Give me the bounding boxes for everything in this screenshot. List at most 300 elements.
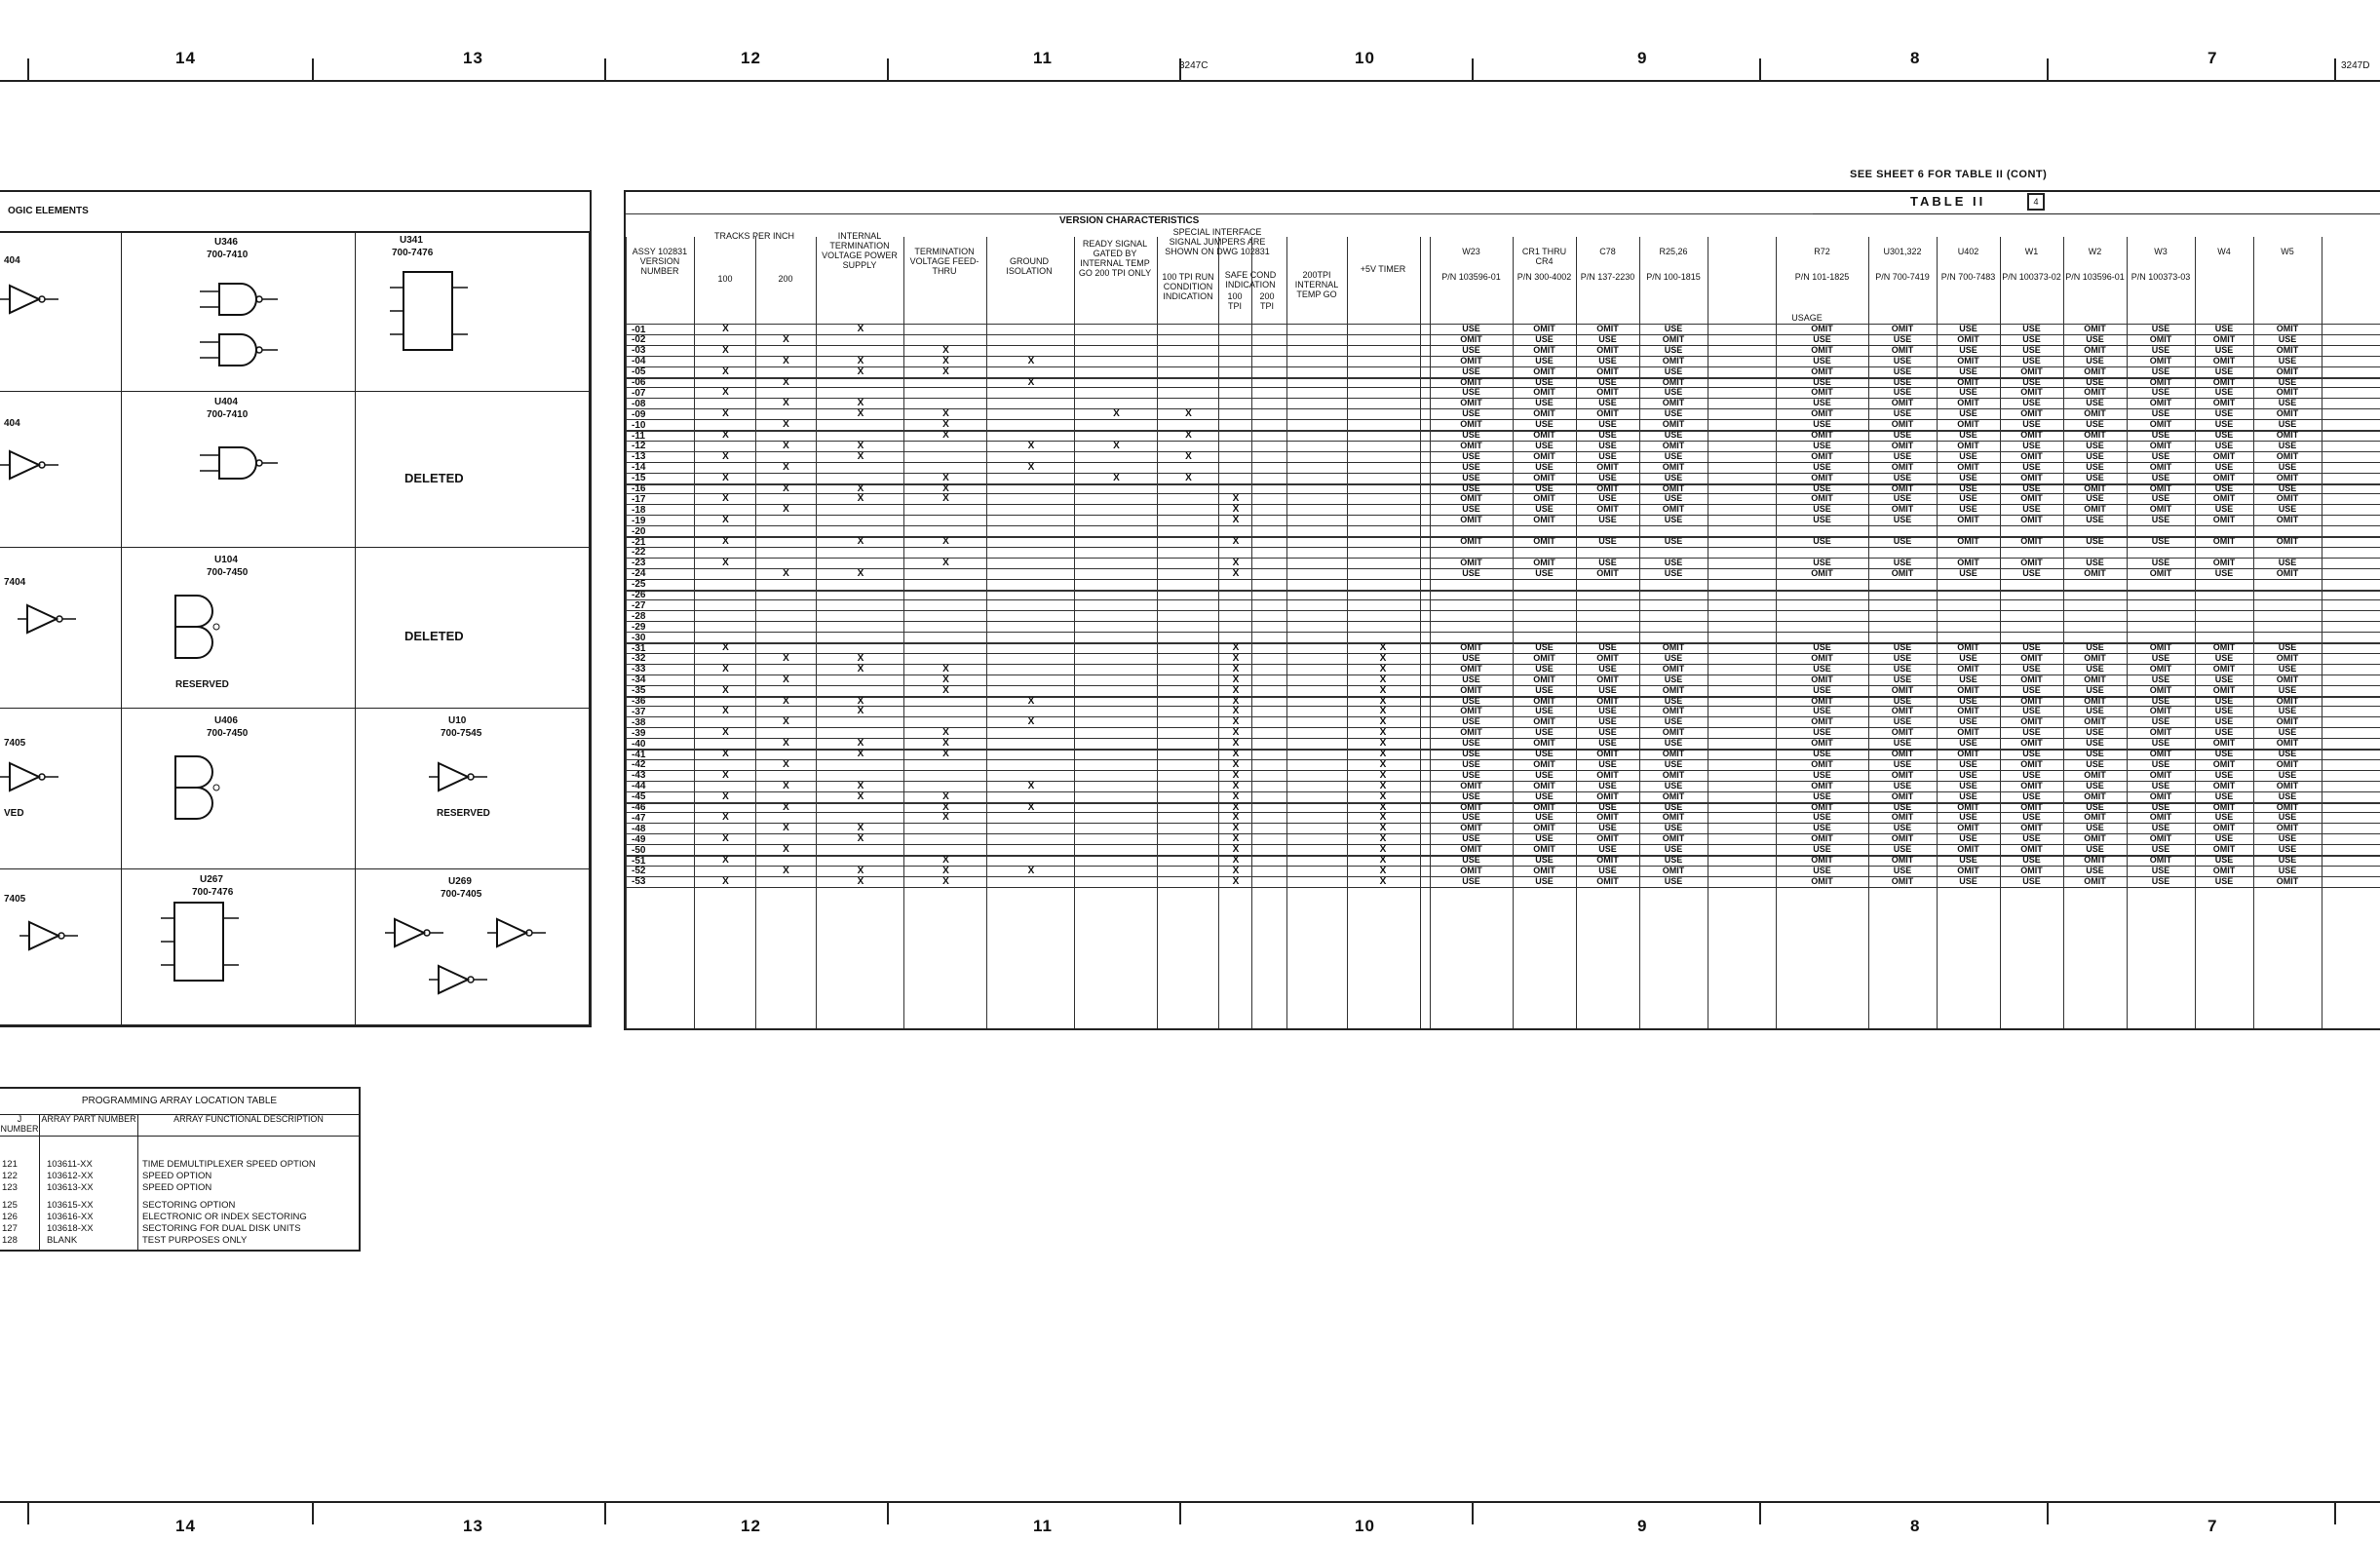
x-mark: X <box>942 674 949 685</box>
row-number: -38 <box>632 716 646 728</box>
x-mark: X <box>942 684 949 696</box>
usage-entry: USE <box>1959 833 1977 844</box>
x-mark: X <box>857 833 864 845</box>
usage-entry: USE <box>1598 515 1617 525</box>
usage-entry: OMIT <box>2212 738 2236 749</box>
usage-entry: OMIT <box>1596 855 1619 865</box>
usage-entry: USE <box>2151 324 2170 333</box>
usage-entry: OMIT <box>1811 387 1833 398</box>
x-mark: X <box>1185 450 1192 462</box>
row-number: -47 <box>632 812 646 824</box>
usage-entry: OMIT <box>1811 366 1833 376</box>
usage-entry: USE <box>1959 430 1977 440</box>
usage-entry: OMIT <box>2084 812 2106 823</box>
usage-entry: OMIT <box>1596 344 1619 355</box>
usage-entry: USE <box>2086 493 2104 504</box>
header-t100: 100 <box>717 274 733 284</box>
usage-entry: USE <box>2151 674 2170 684</box>
usage-entry: USE <box>1893 493 1912 504</box>
usage-entry: OMIT <box>1957 515 1979 525</box>
row-number: -51 <box>632 855 646 867</box>
header-s200: 200 TPI <box>1259 291 1275 311</box>
usage-entry: OMIT <box>2149 482 2172 493</box>
usage-entry: OMIT <box>1533 557 1555 567</box>
usage-entry: USE <box>2151 387 2170 398</box>
x-mark: X <box>1379 663 1387 675</box>
header-rdy: READY SIGNAL GATED BY INTERNAL TEMP GO 200 TPI ONLY <box>1078 239 1152 278</box>
usage-entry: USE <box>1893 865 1912 875</box>
usage-entry: USE <box>1664 716 1683 727</box>
zone-tick <box>312 58 314 80</box>
usage-entry: USE <box>1598 738 1617 749</box>
usage-entry: USE <box>1893 780 1912 790</box>
usage-entry: OMIT <box>1891 833 1914 844</box>
x-mark: X <box>783 398 789 409</box>
usage-entry: USE <box>1535 875 1554 886</box>
usage-entry: USE <box>1535 419 1554 430</box>
usage-entry: OMIT <box>1596 504 1619 515</box>
usage-entry: USE <box>2151 875 2170 886</box>
x-mark: X <box>1379 833 1387 845</box>
usage-entry: USE <box>2214 366 2234 376</box>
usage-entry: USE <box>1813 684 1831 695</box>
usage-entry: USE <box>1959 366 1977 376</box>
header-it200: 200TPI INTERNAL TEMP GO <box>1294 270 1339 299</box>
header-safe: SAFE COND INDICATION <box>1224 270 1277 289</box>
usage-entry: USE <box>1598 430 1617 440</box>
x-mark: X <box>722 663 729 675</box>
usage-entry: USE <box>2022 812 2041 823</box>
x-mark: X <box>722 387 729 399</box>
row-number: -31 <box>632 642 646 654</box>
usage-entry: USE <box>2278 865 2297 875</box>
usage-entry: USE <box>2086 536 2104 546</box>
usage-entry: USE <box>2022 376 2041 387</box>
usage-entry: OMIT <box>1811 780 1833 790</box>
logic-label-u267-pn: 700-7476 <box>192 887 234 898</box>
x-mark: X <box>1232 812 1240 824</box>
usage-entry: OMIT <box>1957 355 1979 366</box>
usage-entry: USE <box>2086 823 2104 833</box>
usage-entry: USE <box>1598 536 1617 546</box>
usage-entry: OMIT <box>1533 387 1555 398</box>
usage-entry: OMIT <box>1662 333 1685 344</box>
usage-entry: USE <box>2278 749 2297 758</box>
usage-entry: OMIT <box>1460 706 1482 716</box>
inverter-icon <box>0 282 58 317</box>
usage-entry: USE <box>1598 844 1617 855</box>
header-part-pn-8: P/N 100373-02 <box>2002 272 2061 282</box>
usage-entry: USE <box>1462 855 1480 865</box>
logic-elements-panel <box>0 190 592 1027</box>
usage-entry: USE <box>2022 419 2041 430</box>
usage-entry: USE <box>2214 875 2234 886</box>
usage-entry: OMIT <box>2084 695 2106 706</box>
usage-entry: USE <box>2151 557 2170 567</box>
x-mark: X <box>1232 642 1240 653</box>
usage-entry: USE <box>1535 833 1554 844</box>
usage-entry: USE <box>1664 738 1683 749</box>
row-number: -01 <box>632 324 646 335</box>
logic-label-u269-name: U269 <box>448 876 472 887</box>
header-timer: +5V TIMER <box>1360 264 1406 274</box>
table-row-line <box>626 632 2380 633</box>
usage-entry: OMIT <box>1596 482 1619 493</box>
usage-entry: USE <box>2278 790 2297 801</box>
usage-entry: OMIT <box>1662 398 1685 408</box>
usage-entry: OMIT <box>2212 780 2236 790</box>
usage-entry: OMIT <box>2149 642 2172 652</box>
usage-entry: OMIT <box>1596 749 1619 758</box>
usage-entry: OMIT <box>2020 408 2043 419</box>
flip-flop-icon <box>161 899 241 986</box>
usage-entry: OMIT <box>2084 855 2106 865</box>
usage-entry: USE <box>2214 419 2234 430</box>
usage-entry: USE <box>2022 727 2041 738</box>
usage-entry: OMIT <box>2149 461 2172 472</box>
usage-entry: USE <box>1535 790 1554 801</box>
usage-entry: OMIT <box>2020 695 2043 706</box>
row-number: -24 <box>632 568 646 580</box>
usage-entry: USE <box>1813 482 1831 493</box>
x-mark: X <box>857 493 864 505</box>
usage-entry: USE <box>2278 482 2297 493</box>
x-mark: X <box>1027 355 1035 366</box>
row-number: -29 <box>632 621 646 633</box>
row-number: -02 <box>632 334 646 346</box>
usage-entry: OMIT <box>1957 536 1979 546</box>
usage-entry: OMIT <box>1891 749 1914 758</box>
usage-entry: USE <box>1664 387 1683 398</box>
usage-entry: USE <box>1893 844 1912 855</box>
usage-entry: USE <box>1462 749 1480 758</box>
header-gnd: GROUND ISOLATION <box>1006 256 1053 276</box>
usage-entry: USE <box>2278 706 2297 716</box>
header-part-pn-1: P/N 300-4002 <box>1516 272 1572 282</box>
usage-entry: USE <box>1813 663 1831 674</box>
usage-entry: USE <box>2086 376 2104 387</box>
x-mark: X <box>942 344 949 356</box>
usage-entry: USE <box>2278 333 2297 344</box>
usage-entry: USE <box>2278 769 2297 780</box>
usage-entry: USE <box>1598 440 1617 450</box>
usage-entry: USE <box>2278 684 2297 695</box>
row-number: -45 <box>632 791 646 803</box>
usage-entry: USE <box>1893 652 1912 663</box>
table-row-line <box>626 887 2380 888</box>
usage-entry: USE <box>2151 536 2170 546</box>
usage-entry: USE <box>2214 812 2234 823</box>
usage-entry: USE <box>1535 504 1554 515</box>
x-mark: X <box>722 790 729 802</box>
usage-entry: USE <box>1535 727 1554 738</box>
usage-entry: OMIT <box>2149 663 2172 674</box>
logic-cell <box>356 392 590 548</box>
usage-entry: OMIT <box>2276 408 2299 419</box>
x-mark: X <box>942 536 949 547</box>
usage-entry: OMIT <box>1533 472 1555 482</box>
usage-entry: USE <box>1813 749 1831 758</box>
x-mark: X <box>1232 865 1240 876</box>
usage-entry: USE <box>2022 482 2041 493</box>
usage-entry: OMIT <box>2212 536 2236 546</box>
logic-label-u404-pn: 700-7410 <box>207 409 249 420</box>
usage-entry: USE <box>2086 557 2104 567</box>
x-mark: X <box>857 790 864 802</box>
usage-entry: USE <box>1664 695 1683 706</box>
x-mark: X <box>857 875 864 887</box>
usage-entry: OMIT <box>1891 419 1914 430</box>
x-mark: X <box>722 706 729 717</box>
x-mark: X <box>1379 738 1387 750</box>
usage-entry: USE <box>1813 461 1831 472</box>
row-number: -41 <box>632 749 646 760</box>
usage-entry: OMIT <box>2020 366 2043 376</box>
usage-entry: USE <box>2022 344 2041 355</box>
usage-entry: USE <box>2086 461 2104 472</box>
usage-entry: USE <box>2022 749 2041 758</box>
usage-entry: OMIT <box>2084 344 2106 355</box>
zone-label-9: 9 <box>1637 1517 1648 1535</box>
usage-entry: USE <box>1813 376 1831 387</box>
x-mark: X <box>1232 515 1240 526</box>
usage-entry: USE <box>1959 450 1977 461</box>
usage-entry: USE <box>1813 790 1831 801</box>
usage-entry: USE <box>1664 855 1683 865</box>
usage-entry: USE <box>2086 865 2104 875</box>
prog-row-desc: SECTORING OPTION <box>142 1200 236 1211</box>
x-mark: X <box>1232 663 1240 675</box>
usage-entry: USE <box>2214 408 2234 419</box>
usage-entry: OMIT <box>1957 727 1979 738</box>
row-number: -42 <box>632 759 646 771</box>
header-part-ref-3: R25,26 <box>1659 247 1688 256</box>
header-part-ref-6: U301,322 <box>1883 247 1922 256</box>
usage-entry: USE <box>1598 450 1617 461</box>
usage-entry: OMIT <box>2084 652 2106 663</box>
usage-entry: OMIT <box>1891 398 1914 408</box>
usage-entry: USE <box>1813 865 1831 875</box>
table-row-line <box>626 590 2380 592</box>
usage-entry: USE <box>1893 695 1912 706</box>
logic-label-deleted-1: DELETED <box>404 471 464 485</box>
usage-entry: USE <box>2151 823 2170 833</box>
usage-entry: USE <box>1813 642 1831 652</box>
header-part-ref-7: U402 <box>1957 247 1979 256</box>
usage-entry: OMIT <box>1596 790 1619 801</box>
usage-entry: USE <box>2086 684 2104 695</box>
usage-entry: USE <box>1535 642 1554 652</box>
usage-entry: USE <box>2214 652 2234 663</box>
x-mark: X <box>942 557 949 568</box>
usage-entry: USE <box>2086 749 2104 758</box>
usage-entry: OMIT <box>2149 398 2172 408</box>
usage-entry: USE <box>1813 844 1831 855</box>
usage-entry: OMIT <box>1533 344 1555 355</box>
x-mark: X <box>1027 376 1035 388</box>
usage-entry: USE <box>1813 515 1831 525</box>
usage-entry: OMIT <box>1533 695 1555 706</box>
header-part-ref-5: R72 <box>1814 247 1830 256</box>
row-number: -13 <box>632 451 646 463</box>
logic-header <box>0 192 590 233</box>
inverter-icon <box>19 918 80 953</box>
usage-entry: OMIT <box>2212 684 2236 695</box>
zone-tick <box>2047 58 2049 80</box>
usage-entry: USE <box>2022 324 2041 333</box>
usage-entry: OMIT <box>1811 738 1833 749</box>
usage-entry: OMIT <box>2276 652 2299 663</box>
usage-entry: OMIT <box>2020 387 2043 398</box>
usage-entry: USE <box>2214 727 2234 738</box>
zone-label-14: 14 <box>175 49 196 67</box>
x-mark: X <box>1379 875 1387 887</box>
x-mark: X <box>942 408 949 420</box>
x-mark: X <box>1379 684 1387 696</box>
usage-entry: OMIT <box>1662 749 1685 758</box>
x-mark: X <box>942 419 949 431</box>
usage-entry: USE <box>1959 812 1977 823</box>
usage-entry: USE <box>2086 844 2104 855</box>
usage-entry: OMIT <box>2212 493 2236 504</box>
usage-entry: USE <box>1813 504 1831 515</box>
usage-entry: OMIT <box>1596 366 1619 376</box>
usage-entry: OMIT <box>2084 366 2106 376</box>
logic-label-u341-pn: 700-7476 <box>392 248 434 258</box>
row-number: -07 <box>632 387 646 399</box>
usage-entry: USE <box>2151 430 2170 440</box>
usage-entry: OMIT <box>1957 865 1979 875</box>
usage-entry: USE <box>1664 567 1683 578</box>
usage-entry: OMIT <box>1811 450 1833 461</box>
usage-entry: USE <box>1535 355 1554 366</box>
usage-entry: USE <box>2086 398 2104 408</box>
x-mark: X <box>722 727 729 739</box>
usage-entry: OMIT <box>1662 663 1685 674</box>
usage-entry: OMIT <box>2276 493 2299 504</box>
buffer-icon <box>429 759 489 794</box>
prog-row-desc: ELECTRONIC OR INDEX SECTORING <box>142 1212 307 1222</box>
usage-entry: USE <box>1598 706 1617 716</box>
usage-entry: OMIT <box>1596 652 1619 663</box>
usage-entry: OMIT <box>2276 738 2299 749</box>
row-number: -21 <box>632 536 646 548</box>
header-part-pn-5: P/N 101-1825 <box>1794 272 1850 282</box>
header-part-ref-1: CR1 THRU CR4 <box>1521 247 1567 266</box>
zone-tick <box>1472 1503 1474 1524</box>
usage-entry: USE <box>1462 674 1480 684</box>
logic-label-u10-pn: 700-7545 <box>441 728 482 739</box>
header-part-ref-0: W23 <box>1462 247 1480 256</box>
zone-tick <box>887 58 889 80</box>
prog-divider <box>137 1136 138 1250</box>
usage-entry: OMIT <box>1891 684 1914 695</box>
usage-entry: OMIT <box>2276 875 2299 886</box>
table-title: TABLE II <box>1910 194 1986 209</box>
usage-entry: OMIT <box>1891 461 1914 472</box>
usage-entry: OMIT <box>1460 844 1482 855</box>
usage-entry: USE <box>1959 324 1977 333</box>
usage-entry: OMIT <box>2276 324 2299 333</box>
usage-entry: OMIT <box>2212 865 2236 875</box>
prog-row-part: BLANK <box>47 1235 78 1246</box>
row-number: -10 <box>632 419 646 431</box>
x-mark: X <box>1232 674 1240 685</box>
usage-entry: OMIT <box>1533 758 1555 769</box>
usage-entry: OMIT <box>1891 324 1914 333</box>
usage-entry: OMIT <box>2084 790 2106 801</box>
usage-entry: OMIT <box>2276 801 2299 812</box>
usage-entry: OMIT <box>1957 663 1979 674</box>
logic-label-left3: 7404 <box>4 577 26 588</box>
x-mark: X <box>857 408 864 420</box>
x-mark: X <box>722 366 729 377</box>
x-mark: X <box>783 695 789 707</box>
header-part-ref-9: W2 <box>2088 247 2102 256</box>
usage-entry: USE <box>1598 333 1617 344</box>
usage-entry: USE <box>2278 663 2297 674</box>
usage-entry: USE <box>1664 472 1683 482</box>
usage-entry: OMIT <box>1957 706 1979 716</box>
usage-entry: USE <box>1813 706 1831 716</box>
usage-entry: USE <box>2278 376 2297 387</box>
version-chars-label: VERSION CHARACTERISTICS <box>1059 215 1200 226</box>
usage-entry: USE <box>1535 749 1554 758</box>
usage-entry: OMIT <box>1596 769 1619 780</box>
header-part-pn-10: P/N 100373-03 <box>2130 272 2191 282</box>
row-number: -52 <box>632 866 646 877</box>
usage-entry: OMIT <box>1662 684 1685 695</box>
usage-entry: USE <box>2151 472 2170 482</box>
usage-entry: USE <box>2086 440 2104 450</box>
usage-entry: USE <box>2151 344 2170 355</box>
x-mark: X <box>722 430 729 441</box>
x-mark: X <box>857 355 864 366</box>
usage-entry: USE <box>1664 823 1683 833</box>
usage-entry: OMIT <box>2149 333 2172 344</box>
x-mark: X <box>1379 780 1387 791</box>
x-mark: X <box>942 801 949 813</box>
usage-entry: OMIT <box>1957 684 1979 695</box>
usage-entry: OMIT <box>1533 823 1555 833</box>
usage-entry: USE <box>1598 419 1617 430</box>
header-part-pn-9: P/N 103596-01 <box>2065 272 2125 282</box>
zone-label-10: 10 <box>1355 1517 1375 1535</box>
zone-tick <box>1179 1503 1181 1524</box>
usage-entry: USE <box>1664 758 1683 769</box>
prog-row-j: 126 <box>2 1212 18 1222</box>
x-mark: X <box>1379 812 1387 824</box>
usage-entry: OMIT <box>1891 482 1914 493</box>
x-mark: X <box>783 440 789 451</box>
x-mark: X <box>1232 833 1240 845</box>
logic-label-reserved-2: RESERVED <box>437 808 490 819</box>
x-mark: X <box>942 493 949 505</box>
usage-entry: OMIT <box>1662 376 1685 387</box>
usage-entry: USE <box>1813 557 1831 567</box>
x-mark: X <box>722 855 729 866</box>
usage-entry: USE <box>1664 536 1683 546</box>
x-mark: X <box>857 695 864 707</box>
usage-entry: USE <box>2214 387 2234 398</box>
usage-entry: USE <box>1462 344 1480 355</box>
usage-entry: OMIT <box>1891 440 1914 450</box>
usage-entry: USE <box>1959 716 1977 727</box>
zone-label-8: 8 <box>1910 49 1921 67</box>
usage-entry: OMIT <box>2276 430 2299 440</box>
table-row-line <box>626 599 2380 600</box>
x-mark: X <box>1027 780 1035 791</box>
